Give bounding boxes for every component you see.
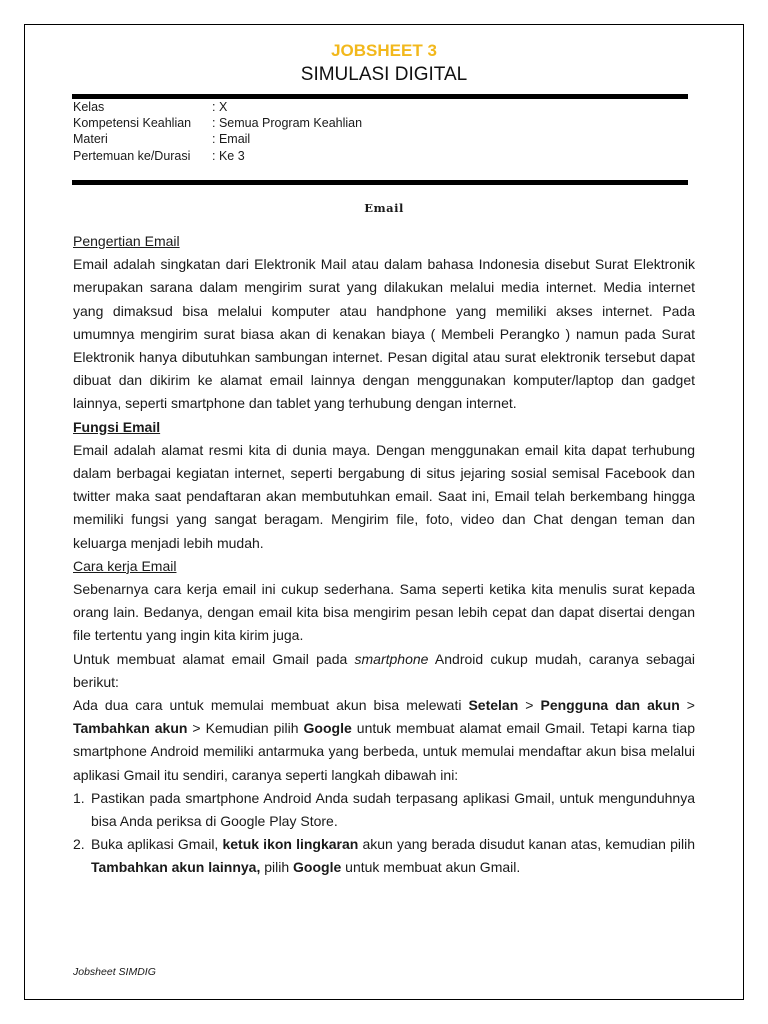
page-footer: Jobsheet SIMDIG [73, 966, 156, 978]
info-label: Materi [73, 132, 108, 147]
info-label: Pertemuan ke/Durasi [73, 148, 191, 163]
section-title: Email [364, 201, 404, 215]
info-row-materi [73, 131, 362, 147]
info-value: : Semua Program Keahlian [212, 116, 363, 131]
list-text: Pastikan pada smartphone Android Anda sudah terpasang aplikasi Gmail, untuk mengunduhnya bisa Anda periksa di Google Play Store. [91, 789, 695, 830]
info-value: : Email [212, 132, 251, 147]
fungsi-heading: Fungsi Email [73, 418, 161, 435]
fungsi-paragraph: Email adalah alamat resmi kita di dunia maya. Dengan menggunakan email kita dapat terhubung dalam berbagai kegiatan internet, seperti bergabung di situs jejaring sosial semisal Facebook dan twitter maka saat pendaftaran akan membutuhkan email. Saat ini, Email telah berkembang hingga memiliki fungsi yang sangat beragam. Mengirim file, foto, video dan Chat dengan teman dan keluarga menjadi lebih mudah. [73, 441, 695, 551]
info-row-pertemuan [73, 148, 362, 164]
jobsheet-title: JOBSHEET 3 [331, 41, 437, 60]
info-value: : X [212, 100, 228, 114]
subject-title: SIMULASI DIGITAL [300, 64, 468, 85]
list-item [73, 787, 695, 833]
info-row-kelas [73, 99, 362, 115]
cara-kerja-paragraph: Sebenarnya cara kerja email ini cukup sederhana. Sama seperti ketika kita menulis surat kepada orang lain. Bedanya, dengan email kita bisa mengirim pesan lebih cepat dan dapat disertai dengan file tertentu yang ingin kita kirim juga. [73, 581, 695, 644]
pengertian-heading: Pengertian Email [73, 233, 180, 249]
document-body [73, 230, 695, 880]
info-table [73, 99, 362, 164]
info-label: Kelas [73, 100, 105, 114]
pengertian-paragraph: Email adalah singkatan dari Elektronik Mail atau dalam bahasa Indonesia disebut Surat Elektronik merupakan sarana dalam mengirim surat yang dilakukan melalui media internet. Media internet yang dimaksud bisa melalui komputer atau handphone yang memiliki akses internet. Pada umumnya mengirim surat biasa akan di kenakan biaya ( Membeli Perangko ) namun pada Surat Elektronik hanya dibutuhkan sambungan internet. Pesan digital atau surat elektronik tersebut dapat dibuat dan dikirim ke alamat email lainnya dengan menggunakan komputer/laptop dan gadget lainnya, seperti smartphone dan tablet yang terhubung dengan internet. [73, 256, 695, 412]
steps-paragraph: Ada dua cara untuk memulai membuat akun bisa melewati Setelan > Pengguna dan akun > Tambahkan akun > Kemudian pilih Google untuk membuat alamat email Gmail. Tetapi karna tiap smartphone Android memiliki antarmuka yang berbeda, untuk memulai mendaftar akun bisa melalui aplikasi Gmail itu sendiri, caranya seperti langkah dibawah ini: [73, 697, 695, 783]
info-value: : Ke 3 [212, 148, 245, 163]
cara-kerja-heading: Cara kerja Email [73, 557, 177, 574]
list-number: 1. [73, 789, 85, 806]
list-item [73, 833, 695, 879]
info-row-kompetensi [73, 115, 362, 131]
list-text: Buka aplikasi Gmail, ketuk ikon lingkaran akun yang berada disudut kanan atas, kemudian pilih Tambahkan akun lainnya, pilih Google untuk membuat akun Gmail. [91, 836, 695, 876]
bottom-divider [72, 180, 688, 185]
info-label: Kompetensi Keahlian [73, 116, 192, 131]
gmail-paragraph: Untuk membuat alamat email Gmail pada smartphone Android cukup mudah, caranya sebagai berikut: [73, 650, 695, 690]
list-number: 2. [73, 836, 85, 853]
